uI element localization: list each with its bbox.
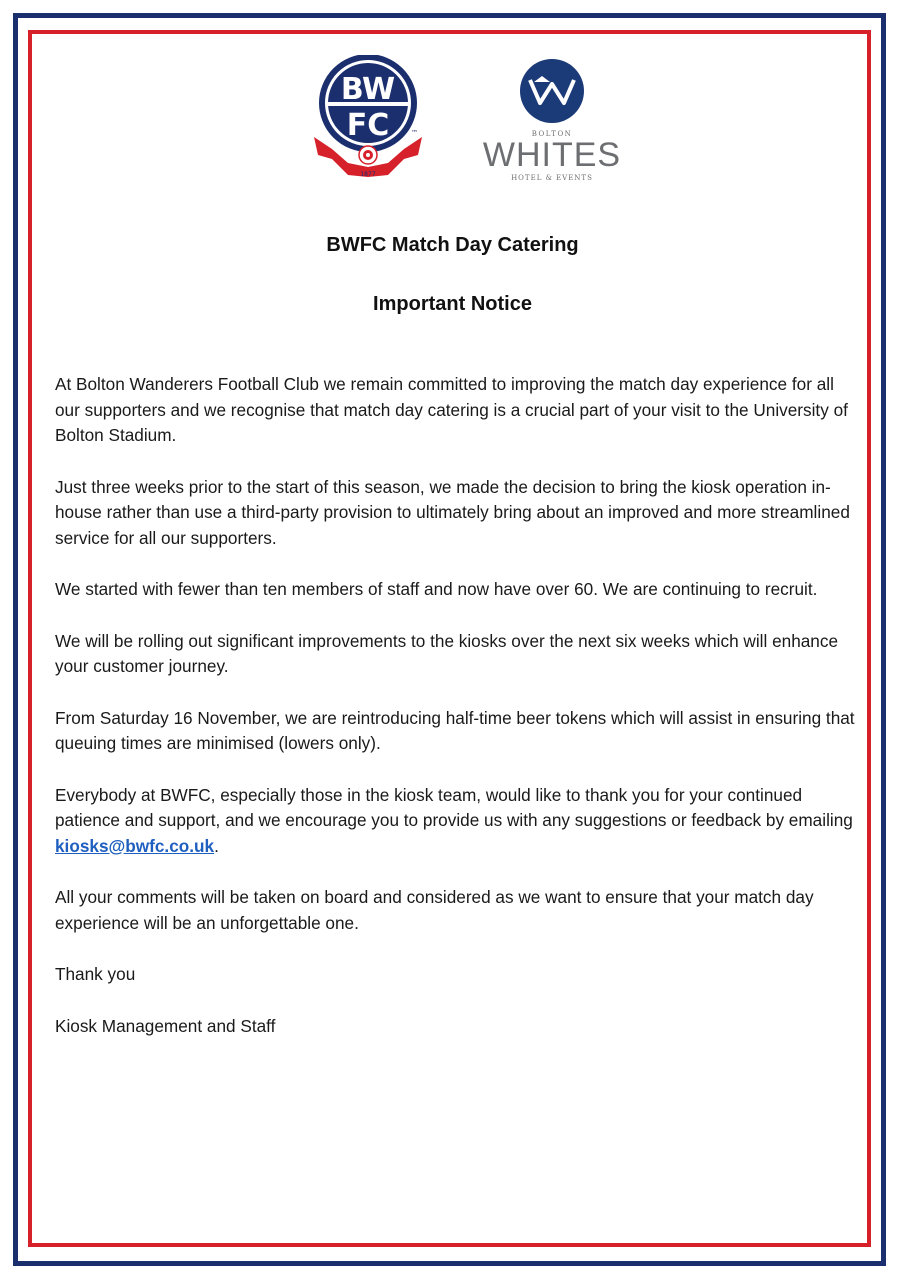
email-link[interactable]: kiosks@bwfc.co.uk: [55, 835, 215, 856]
bolton-whites-logo: [472, 58, 632, 188]
whites-small-top: BOLTON: [531, 130, 573, 138]
notice-subtitle: Important Notice: [373, 293, 532, 315]
paragraph-3: We started with fewer than ten members of staff and now have over 60. We are continuing to recruit.: [55, 579, 818, 599]
notice-title: BWFC Match Day Catering: [326, 234, 579, 256]
paragraph-1: At Bolton Wanderers Football Club we remain committed to improving the match day experience for all our supporters and we recognise that match day catering is a crucial part of your visit to the University of Bolton Stadium.: [55, 374, 848, 445]
bwfc-crest-logo: [308, 55, 428, 185]
bwfc-initials-top: BW: [340, 72, 396, 107]
paragraph-6-text: Everybody at BWFC, especially those in the kiosk team, would like to thank you for your continued patience and support, and we encourage you to provide us with any suggestions or feedback by emailing: [55, 784, 853, 830]
paragraph-6: [55, 783, 855, 860]
notice-body: [55, 372, 855, 1065]
paragraph-2: Just three weeks prior to the start of this season, we made the decision to bring the kiosk operation in-house rather than use a third-party provision to ultimately bring about an improved and more streamlined service for all our supporters.: [55, 476, 850, 548]
paragraph-5: From Saturday 16 November, we are reintroducing half-time beer tokens which will assist in ensuring that queuing times are minimised (lowers only).: [55, 707, 855, 753]
bwfc-founded-year: 1877: [360, 171, 376, 178]
paragraph-4: We will be rolling out significant improvements to the kiosks over the next six weeks which will enhance your customer journey.: [55, 630, 839, 676]
signature-text: Kiosk Management and Staff: [55, 1015, 276, 1036]
paragraph-7: All your comments will be taken on board and considered as we want to ensure that your match day experience will be an unforgettable one.: [55, 887, 814, 933]
trademark-mark: ™: [411, 129, 418, 137]
whites-subtitle: HOTEL & EVENTS: [511, 174, 593, 182]
whites-name: WHITES: [482, 136, 622, 174]
closing-text: Thank you: [55, 964, 136, 984]
email-suffix: .: [214, 835, 219, 856]
bwfc-initials-bottom: FC: [346, 108, 390, 143]
